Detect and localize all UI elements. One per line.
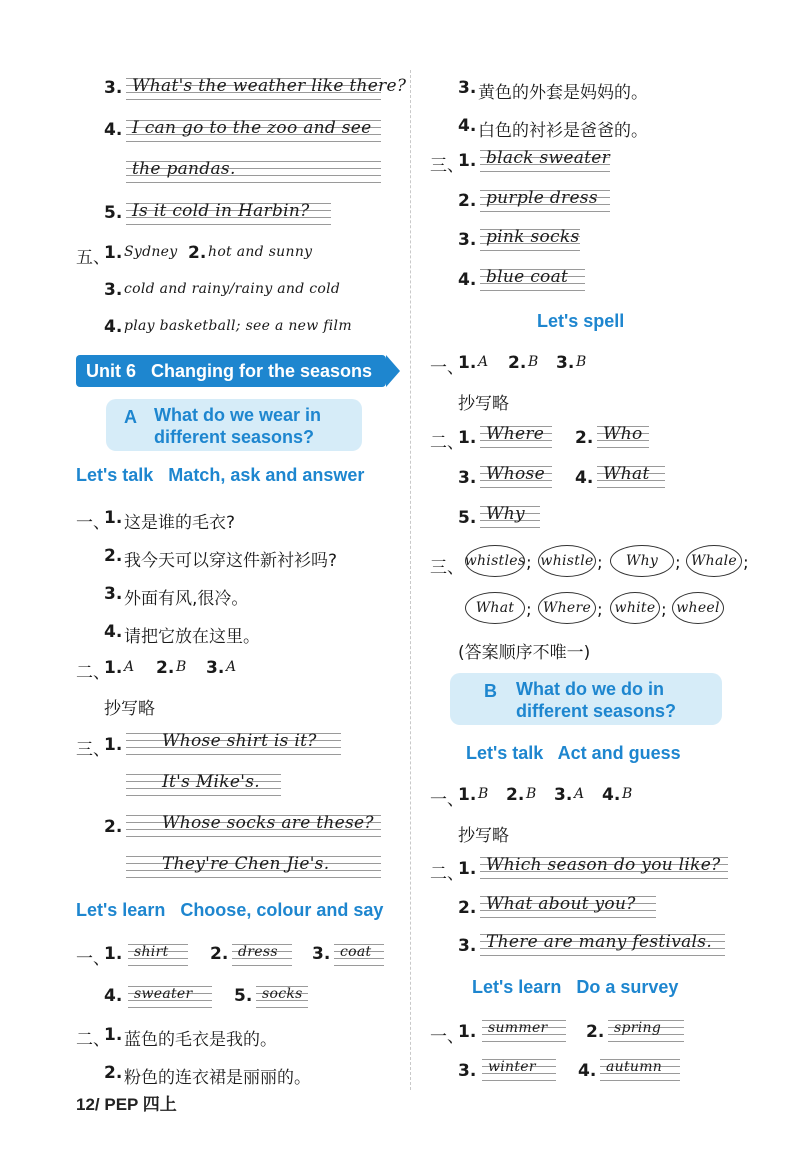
handwritten-answer: socks — [262, 986, 303, 1002]
circled-word-text: whistles — [464, 553, 526, 569]
item-number: 1. — [104, 1025, 123, 1045]
item-number: 2. — [104, 817, 123, 837]
item-number: 2. — [210, 944, 229, 964]
item-number: 5. — [458, 508, 477, 528]
writing-line — [126, 120, 381, 142]
writing-line — [126, 733, 341, 755]
writing-line — [126, 161, 381, 183]
translation-text: 请把它放在这里。 — [124, 627, 260, 647]
item-number: 3. — [458, 230, 477, 250]
writing-line — [128, 986, 212, 1008]
handwritten-answer: B — [528, 354, 539, 370]
handwritten-answer: A — [574, 786, 585, 802]
part-marker: 二、 — [430, 864, 464, 884]
writing-line — [126, 76, 407, 100]
writing-line — [480, 466, 552, 488]
writing-line — [600, 1059, 680, 1081]
writing-line — [480, 896, 656, 918]
separator: ; — [526, 600, 532, 620]
arrow-decoration — [386, 355, 400, 387]
column-divider — [410, 70, 411, 1090]
part-marker: 三、 — [76, 740, 110, 760]
item-number: 2. — [458, 898, 477, 918]
circled-word — [538, 592, 596, 624]
item-number: 1. — [104, 243, 123, 263]
item-number: 1. — [104, 944, 123, 964]
handwritten-answer: Who — [603, 424, 643, 444]
separator: ; — [743, 553, 749, 573]
writing-line — [232, 944, 292, 966]
item-number: 1. — [458, 1022, 477, 1042]
circled-word-text: wheel — [676, 600, 720, 616]
part-marker: 一、 — [430, 1027, 464, 1047]
writing-line — [608, 1020, 684, 1042]
writing-line — [480, 426, 552, 448]
item-number: 2. — [586, 1022, 605, 1042]
writing-line — [482, 1020, 566, 1042]
page-footer: 12/ PEP 四上 — [76, 1095, 177, 1114]
lets-learn-b-heading: Let's learn Do a survey — [472, 977, 679, 997]
item-number: 1. — [458, 428, 477, 448]
handwritten-answer: Whose — [486, 464, 545, 484]
section-title-line1: What do we do in — [516, 679, 664, 699]
handwritten-answer: Is it cold in Harbin? — [132, 201, 310, 221]
handwritten-answer: sweater — [134, 986, 193, 1002]
handwritten-answer: Whose shirt is it? — [162, 731, 317, 751]
handwritten-answer: purple dress — [486, 188, 598, 208]
item-number: 4. — [602, 785, 621, 805]
item-number: 1. — [458, 151, 477, 171]
lets-spell-heading: Let's spell — [537, 311, 625, 331]
writing-line — [126, 856, 381, 878]
part-marker: 二、 — [76, 663, 110, 683]
handwritten-answer: Sydney — [124, 244, 178, 260]
item-number: 4. — [104, 622, 123, 642]
writing-line — [126, 203, 331, 225]
section-b-box — [450, 673, 722, 725]
circled-word — [672, 592, 724, 624]
item-number: 3. — [458, 468, 477, 488]
item-number: 2. — [156, 658, 175, 678]
handwritten-answer: summer — [488, 1020, 548, 1036]
handwritten-answer: I can go to the zoo and see — [132, 118, 372, 138]
separator: ; — [597, 600, 603, 620]
handwritten-answer: A — [226, 659, 237, 675]
section-letter: B — [484, 681, 497, 701]
handwritten-answer: spring — [614, 1020, 662, 1036]
writing-line — [480, 934, 725, 956]
item-number: 3. — [104, 584, 123, 604]
handwritten-answer: What about you? — [486, 894, 636, 914]
translation-text: 这是谁的毛衣? — [124, 513, 236, 533]
item-number: 4. — [578, 1061, 597, 1081]
part-marker: 一、 — [430, 790, 464, 810]
separator: ; — [675, 553, 681, 573]
item-number: 3. — [554, 785, 573, 805]
item-number: 4. — [458, 270, 477, 290]
item-number: 2. — [508, 353, 527, 373]
handwritten-answer: the pandas. — [132, 159, 236, 179]
handwritten-answer: black sweater — [486, 148, 611, 168]
section-letter: A — [124, 407, 137, 427]
translation-text: 黄色的外套是妈妈的。 — [478, 83, 648, 103]
item-number: 3. — [458, 1061, 477, 1081]
handwritten-answer: B — [526, 786, 537, 802]
handwritten-answer: pink socks — [486, 227, 580, 247]
translation-text: 我今天可以穿这件新衬衫吗? — [124, 551, 338, 571]
section-title-line2: different seasons? — [154, 427, 315, 447]
writing-line — [480, 506, 540, 528]
handwritten-answer: They're Chen Jie's. — [162, 854, 330, 874]
handwritten-answer: B — [176, 659, 187, 675]
unit-title-bar — [76, 355, 386, 387]
item-number: 5. — [234, 986, 253, 1006]
writing-line — [480, 857, 728, 879]
part-marker: 一、 — [76, 949, 110, 969]
item-number: 3. — [104, 78, 123, 98]
translation-text: 蓝色的毛衣是我的。 — [124, 1030, 277, 1050]
writing-line — [597, 426, 649, 448]
writing-line — [334, 944, 384, 966]
handwritten-answer: A — [124, 659, 135, 675]
handwritten-answer: shirt — [134, 944, 169, 960]
item-number: 1. — [104, 508, 123, 528]
part-marker: 二、 — [76, 1030, 110, 1050]
handwritten-answer: coat — [340, 944, 372, 960]
writing-line — [126, 774, 281, 796]
part-marker: 一、 — [430, 358, 464, 378]
circled-word-text: Why — [625, 553, 659, 569]
part-marker: 二、 — [430, 433, 464, 453]
item-number: 4. — [575, 468, 594, 488]
writing-line — [480, 190, 610, 212]
item-number: 2. — [575, 428, 594, 448]
separator: ; — [526, 553, 532, 573]
handwritten-answer: blue coat — [486, 267, 569, 287]
item-number: 4. — [104, 317, 123, 337]
circled-word — [686, 545, 742, 577]
item-number: 4. — [458, 116, 477, 136]
item-number: 1. — [104, 735, 123, 755]
item-number: 4. — [104, 120, 123, 140]
separator: ; — [661, 600, 667, 620]
translation-text: 白色的衬衫是爸爸的。 — [478, 121, 648, 141]
handwritten-answer: A — [478, 354, 489, 370]
item-number: 2. — [104, 1063, 123, 1083]
circled-word — [538, 545, 596, 577]
section-a-box — [106, 399, 362, 451]
lets-learn-heading: Let's learn Choose, colour and say — [76, 900, 384, 920]
handwritten-answer: Where — [486, 424, 545, 444]
translation-text: 外面有风,很冷。 — [124, 589, 249, 609]
handwritten-answer: There are many festivals. — [486, 932, 713, 952]
circled-word — [465, 545, 525, 577]
lets-talk-heading: Let's talk Match, ask and answer — [76, 465, 365, 485]
handwritten-answer: It's Mike's. — [162, 772, 260, 792]
handwritten-answer: play basketball; see a new film — [124, 318, 352, 334]
handwritten-answer: Why — [486, 504, 525, 524]
item-number: 2. — [506, 785, 525, 805]
item-number: 3. — [458, 936, 477, 956]
circled-word-text: whistle — [540, 553, 594, 569]
copy-note: 抄写略 — [104, 699, 155, 719]
item-number: 3. — [206, 658, 225, 678]
part-marker: 三、 — [430, 558, 464, 578]
section-title-line1: What do we wear in — [154, 405, 322, 425]
circled-word — [610, 592, 660, 624]
writing-line — [480, 150, 610, 172]
lets-talk-b-heading: Let's talk Act and guess — [466, 743, 681, 763]
writing-line — [126, 815, 381, 837]
translation-text: 粉色的连衣裙是丽丽的。 — [124, 1068, 311, 1088]
item-number: 3. — [556, 353, 575, 373]
item-number: 3. — [458, 78, 477, 98]
copy-note: 抄写略 — [458, 826, 509, 846]
item-number: 1. — [458, 785, 477, 805]
item-number: 2. — [188, 243, 207, 263]
circled-word-text: What — [475, 600, 515, 616]
answer-note: (答案顺序不唯一) — [458, 643, 591, 663]
item-number: 3. — [312, 944, 331, 964]
handwritten-answer: B — [478, 786, 489, 802]
writing-line — [480, 269, 585, 291]
handwritten-answer: Which season do you like? — [486, 855, 721, 875]
handwritten-answer: cold and rainy/rainy and cold — [124, 281, 341, 297]
circled-word-text: Whale — [690, 553, 737, 569]
writing-line — [597, 466, 665, 488]
handwritten-answer: B — [576, 354, 587, 370]
circled-word-text: Where — [542, 600, 592, 616]
item-number: 2. — [104, 546, 123, 566]
part-marker: 五、 — [76, 248, 110, 268]
writing-line — [480, 229, 580, 251]
part-marker: 三、 — [430, 156, 464, 176]
separator: ; — [597, 553, 603, 573]
handwritten-answer: autumn — [606, 1059, 663, 1075]
item-number: 4. — [104, 986, 123, 1006]
writing-line — [482, 1059, 556, 1081]
item-number: 2. — [458, 191, 477, 211]
item-number: 1. — [458, 353, 477, 373]
item-number: 5. — [104, 203, 123, 223]
circled-word — [465, 592, 525, 624]
part-marker: 一、 — [76, 513, 110, 533]
circled-word — [610, 545, 674, 577]
item-number: 1. — [104, 658, 123, 678]
handwritten-answer: dress — [238, 944, 278, 960]
handwritten-answer: hot and sunny — [208, 244, 313, 260]
handwritten-answer: Whose socks are these? — [162, 813, 374, 833]
circled-word-text: white — [614, 600, 656, 616]
handwritten-answer: What — [603, 464, 650, 484]
writing-line — [128, 944, 188, 966]
handwritten-answer: B — [622, 786, 633, 802]
handwritten-answer: winter — [488, 1059, 536, 1075]
writing-line — [256, 986, 308, 1008]
item-number: 1. — [458, 859, 477, 879]
copy-note: 抄写略 — [458, 394, 509, 414]
item-number: 3. — [104, 280, 123, 300]
handwritten-answer: What's the weather like there? — [132, 76, 407, 96]
unit-title: Unit 6 Changing for the seasons — [86, 360, 373, 381]
section-title-line2: different seasons? — [516, 701, 677, 721]
